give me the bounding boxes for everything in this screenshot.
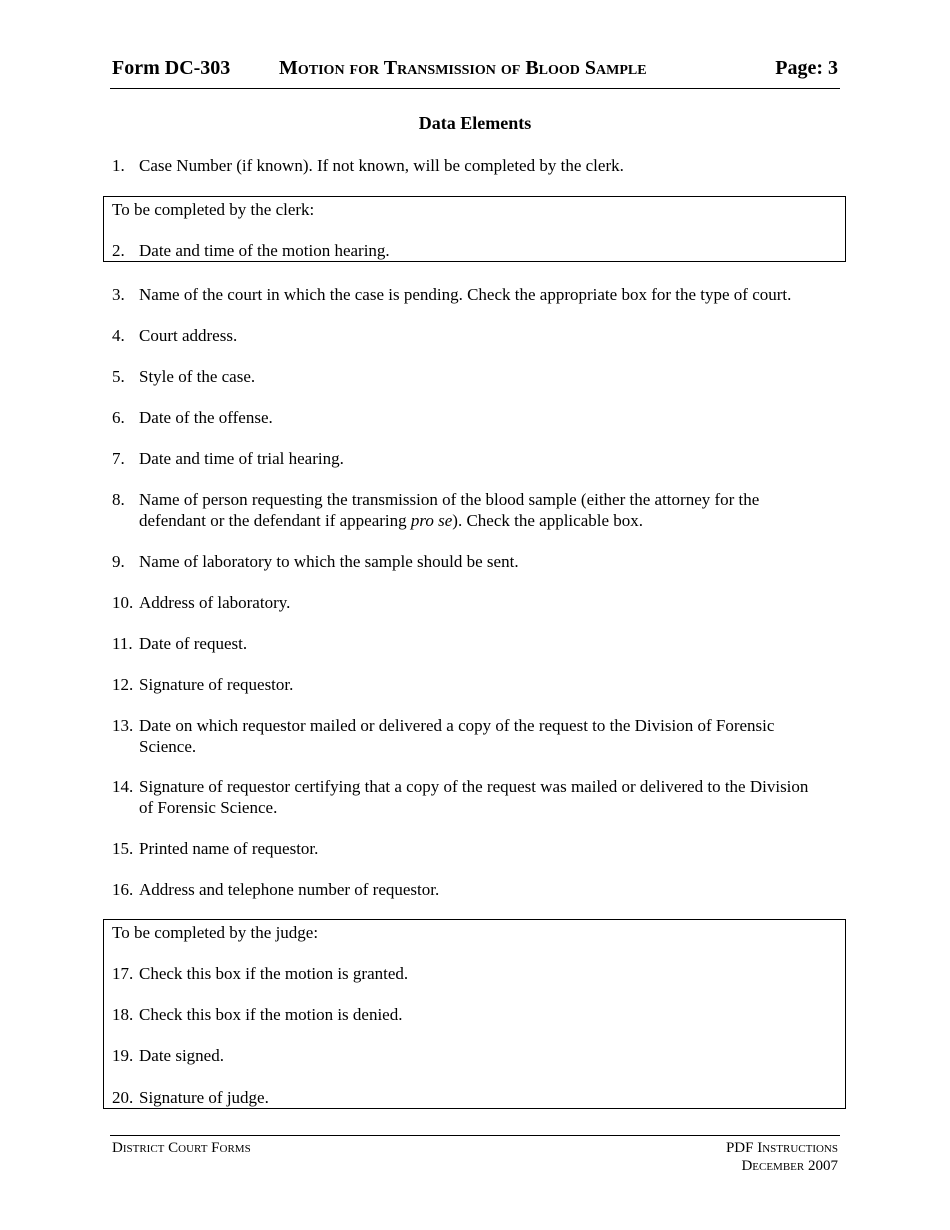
footer-left: District Court Forms [112,1140,251,1156]
data-element-10 [112,592,852,613]
item-text: Name of laboratory to which the sample should be sent. [139,552,519,571]
item-number: 9. [112,552,125,571]
item-text: Date signed. [139,1046,224,1065]
data-element-5 [112,366,852,387]
clerk-box-label: To be completed by the clerk: [112,200,315,219]
item-number: 2. [112,241,125,260]
item-text: Date of the offense. [139,408,273,427]
judge-box-label: To be completed by the judge: [112,923,319,942]
item-text: Date and time of the motion hearing. [139,241,390,260]
item-text: Style of the case. [139,367,256,386]
section-title: Data Elements [418,113,532,133]
data-element-15 [112,838,852,859]
item-text: Check this box if the motion is granted. [139,964,409,983]
item-text: Date on which requestor mailed or delivered a copy of the request to the Division of Forensic Science. [139,716,775,756]
data-element-16 [112,879,852,900]
footer-right-line1: PDF Instructions [725,1140,838,1156]
italic-term: pro se [410,511,453,530]
data-element-7 [112,448,852,469]
item-number: 16. [112,880,134,899]
item-number: 3. [112,285,125,304]
item-text: Printed name of requestor. [139,839,319,858]
footer-right-line2: December 2007 [741,1158,838,1174]
data-element-9 [112,551,852,572]
item-number: 15. [112,839,134,858]
item-text: Court address. [139,326,238,345]
data-element-3 [112,284,852,305]
page-number: Page: 3 [775,57,838,79]
item-text: Address and telephone number of requestor. [139,880,440,899]
item-number: 11. [112,634,133,653]
item-text: Name of the court in which the case is pending. Check the appropriate box for the type of court. [139,285,792,304]
item-text: Signature of requestor. [139,675,294,694]
item-number: 1. [112,156,125,175]
item-number: 7. [112,449,125,468]
item-number: 10. [112,593,134,612]
data-element-20 [112,1087,852,1108]
data-element-13 [112,715,832,757]
item-text: Signature of judge. [139,1088,269,1107]
data-element-17 [112,963,852,984]
item-text: Check this box if the motion is denied. [139,1005,403,1024]
item-text: Address of laboratory. [139,593,291,612]
item-text: Date of request. [139,634,248,653]
footer-right [726,1139,838,1175]
item-text [139,489,812,531]
item-text-part: ). Check the applicable box. [452,511,644,530]
item-number: 18. [112,1005,134,1024]
item-number: 20. [112,1088,134,1107]
data-element-12 [112,674,852,695]
page-header [110,56,840,89]
page-footer [110,1135,840,1174]
item-number: 8. [112,490,125,509]
item-number: 17. [112,964,134,983]
item-text: Date and time of trial hearing. [139,449,344,468]
item-number: 13. [112,716,134,735]
data-element-11 [112,633,852,654]
data-element-6 [112,407,852,428]
item-text: Case Number (if known). If not known, will be completed by the clerk. [139,156,624,175]
data-element-14 [112,776,812,818]
item-text: Signature of requestor certifying that a copy of the request was mailed or delivered to the Division of Forensic Science. [139,777,809,817]
item-text-part: Name of person requesting the transmission of the blood sample (either the attorney for the defendant or the defendant if appearing [139,490,760,530]
data-element-1 [112,155,852,176]
item-number: 19. [112,1046,134,1065]
data-element-18 [112,1004,852,1025]
item-number: 4. [112,326,125,345]
form-id: Form DC-303 [112,57,231,79]
item-number: 5. [112,367,125,386]
data-element-8 [112,489,812,531]
item-number: 14. [112,777,134,796]
data-element-19 [112,1045,852,1066]
item-number: 6. [112,408,125,427]
item-number: 12. [112,675,134,694]
data-element-4 [112,325,852,346]
data-element-2 [112,240,852,261]
form-title: Motion for Transmission of Blood Sample [279,57,647,79]
